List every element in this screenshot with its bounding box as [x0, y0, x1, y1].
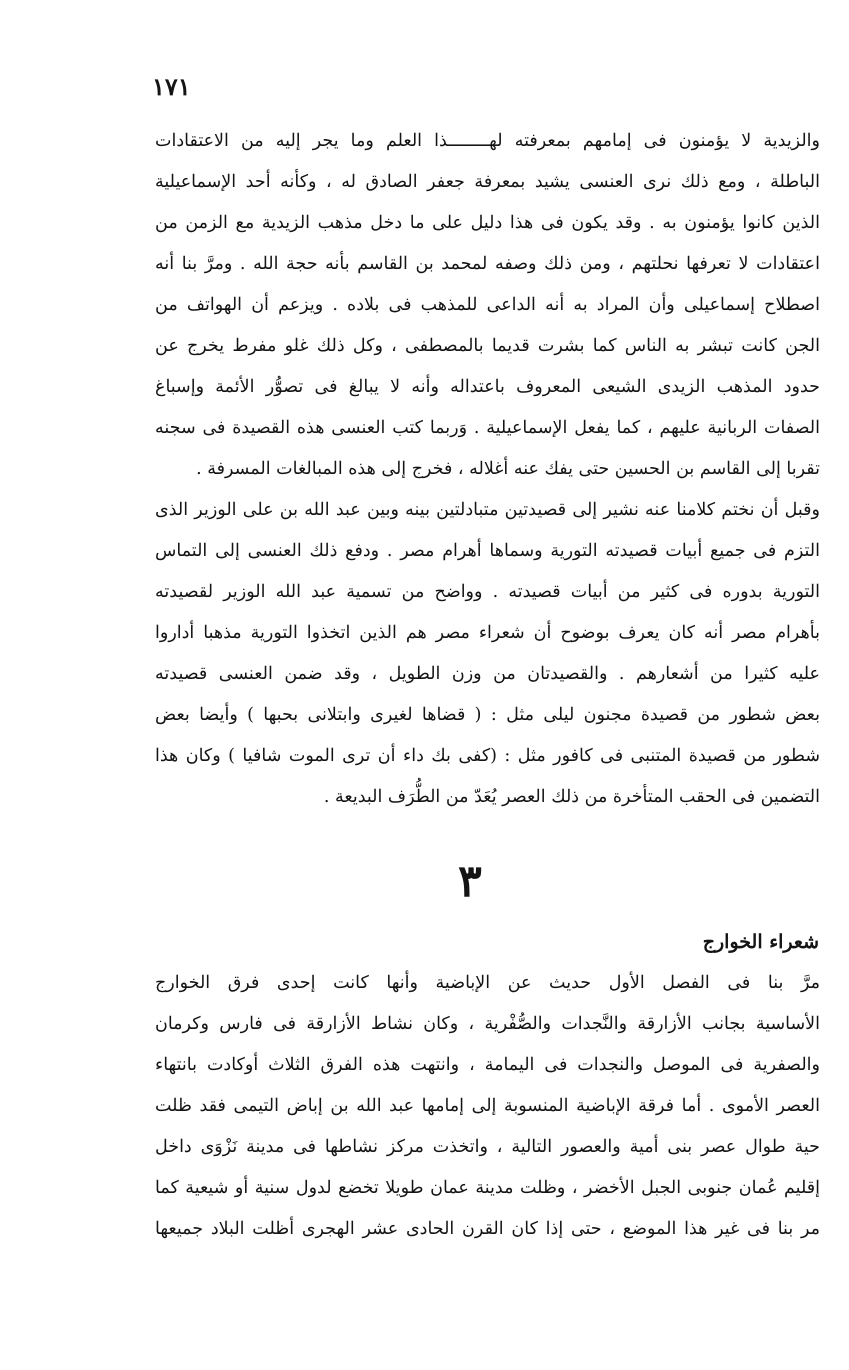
section-number: ٣	[458, 856, 482, 907]
text-line: وقبل أن نختم كلامنا عنه نشير إلى قصيدتين متبادلتين بينه وبين عبد الله بن على الوزير الذى	[155, 500, 820, 520]
text-line: مرَّ بنا فى الفصل الأول حديث عن الإباضية وأنها كانت إحدى فرق الخوارج	[155, 973, 820, 993]
text-line: الصفات الربانية عليهم ، كما يفعل الإسماعيلية . وَربما كتب العنسى هذه القصيدة فى سجنه	[155, 418, 820, 438]
text-line: اصطلاح إسماعيلى وأن المراد به أنه الداعى للمذهب فى بلاده . ويزعم أن الهواتف من	[155, 295, 820, 315]
text-line: العصر الأموى . أما فرقة الإباضية المنسوبة إلى إمامها عبد الله بن إباض التيمى فقد ظلت	[155, 1096, 820, 1116]
text-line: الأساسية بجانب الأزارقة والنَّجدات والصُّفْرية ، وكان نشاط الأزارقة فى فارس وكرمان	[155, 1014, 820, 1034]
text-line: بعض شطور من قصيدة مجنون ليلى مثل : ( قضاها لغيرى وابتلانى بحبها ) وأيضا بعض	[155, 705, 820, 725]
text-line: الذين كانوا يؤمنون به . وقد يكون فى هذا دليل على ما دخل مذهب الزيدية مع الزمن من	[155, 213, 820, 233]
text-line: عليه كثيرا من أشعارهم . والقصيدتان من وزن الطويل ، وقد ضمن العنسى قصيدته	[155, 664, 820, 684]
text-line: شطور من قصيدة المتنبى فى كافور مثل : (كفى بك داء أن ترى الموت شافيا ) وكان هذا	[155, 746, 820, 766]
text-line: بأهرام مصر أنه كان يعرف بوضوح أن شعراء مصر هم الذين اتخذوا التورية مذهبا أداروا	[155, 623, 820, 643]
text-line: حدود المذهب الزيدى الشيعى المعروف باعتداله وأنه لا يبالغ فى تصوُّر الأئمة وإسباغ	[155, 377, 820, 397]
text-line: التزم فى جميع أبيات قصيدته التورية وسماها أهرام مصر . ودفع ذلك العنسى إلى التماس	[155, 541, 820, 561]
text-line: الباطلة ، ومع ذلك نرى العنسى يشيد بمعرفة جعفر الصادق له ، وكأنه أحد الإسماعيلية	[155, 172, 820, 192]
page-number: ١٧١	[152, 72, 191, 101]
text-line: الجن كانت تبشر به الناس كما بشرت قديما بالمصطفى ، وكل ذلك غلو مفرط يخرج عن	[155, 336, 820, 356]
paragraph-zaydiyya	[155, 121, 820, 818]
text-line: إقليم عُمان جنوبى الجبل الأخضر ، وظلت مدينة عمان طويلا تخضع لدول سنية أو شيعية كما	[155, 1178, 820, 1198]
text-line: حية طوال عصر بنى أمية والعصور التالية ، واتخذت مركز نشاطها فى مدينة نَزْوَى داخل	[155, 1137, 820, 1157]
text-line: اعتقادات لا تعرفها نحلتهم ، ومن ذلك وصفه لمحمد بن القاسم بأنه حجة الله . ومرَّ بنا أنه	[155, 254, 820, 274]
text-line: والزيدية لا يؤمنون فى إمامهم بمعرفته لهــــــــذا العلم وما يجر إليه من الاعتقادات	[155, 131, 820, 151]
text-line: التورية بدوره فى كثير من أبيات قصيدته . وواضح من تسمية عبد الله الوزير لقصيدته	[155, 582, 820, 602]
paragraph-khawarij	[155, 963, 820, 1250]
text-line: التضمين فى الحقب المتأخرة من ذلك العصر يُعَدّ من الطُّرَف البديعة .	[323, 787, 820, 807]
text-line: والصفرية فى الموصل والنجدات فى اليمامة ، وانتهت هذه الفرق الثلاث أوكادت بانتهاء	[155, 1055, 820, 1075]
section-heading: شعراء الخوارج	[702, 931, 819, 953]
text-line: تقربا إلى القاسم بن الحسين حتى يفك عنه أغلاله ، فخرج إلى هذه المبالغات المسرفة .	[196, 459, 820, 479]
text-line: مر بنا فى غير هذا الموضع ، حتى إذا كان القرن الحادى عشر الهجرى أظلت البلاد جميعها	[155, 1219, 820, 1239]
